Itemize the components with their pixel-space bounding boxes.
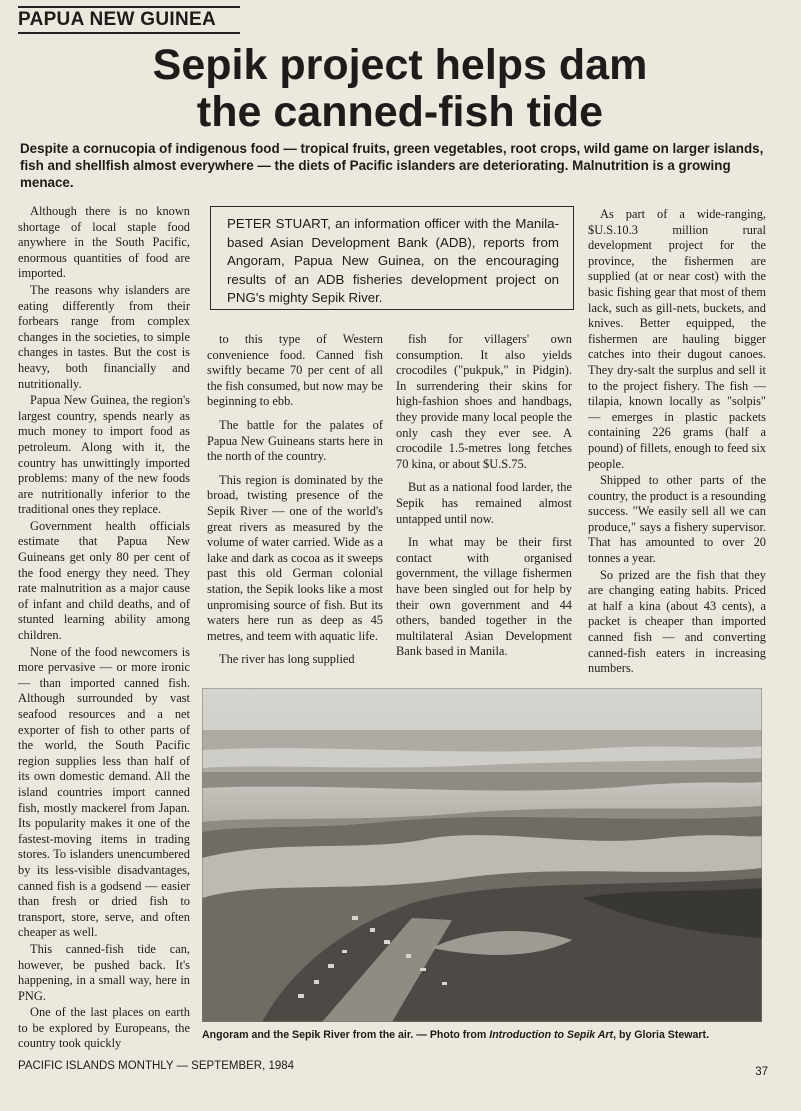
paragraph: The river has long supplied: [219, 652, 355, 667]
standfirst: Despite a cornucopia of indigenous food — tropical fruits, green vegetables, root crops, wild game on larger islands, fish and shellfish almost everywhere — the diets of Pacific islanders are deteriorating. Malnutrition is a growing menace.: [20, 141, 764, 190]
paragraph: Papua New Guinea, the region's largest country, spends nearly as much money to import food as petroleum. Along with it, the country has unwittingly imported problems: many of the new foods are nutritionally inferior to the traditional ones they replace.: [18, 393, 190, 517]
paragraph: The reasons why islanders are eating differently from their forbears range from complex changes in the societies, to simple changes in tastes. But the cost is heavy, both financially and nutritionally.: [18, 282, 190, 391]
column-2: [207, 332, 383, 668]
paragraph: But as a national food larder, the Sepik has remained almost untapped until now.: [396, 480, 572, 526]
paragraph: to this type of Western convenience food. Canned fish swiftly became 70 per cent of all the fish consumed, but now may be beginning to ebb.: [207, 332, 383, 409]
column-4: [588, 207, 766, 677]
paragraph: So prized are the fish that they are changing eating habits. Priced at half a kina (about 43 cents), a packet is cheaper than imported canned fish — and converting canned-fish eaters in increasing numbers.: [588, 567, 766, 676]
section-label: PAPUA NEW GUINEA: [18, 6, 240, 34]
author-callout-box: [210, 206, 574, 310]
paragraph: None of the food newcomers is more pervasive — or more ironic — than imported canned fish. Although surrounded by vast seafood resources and a net exporter of fish to other parts of the world, the South Pacific region supplies less than half of its own domestic demand. All the island countries import canned fish, mostly mackerel from Japan. Its popularity makes it one of the fastest-moving items in trading stores. To islanders unencumbered by its less-visible disadvantages, canned fish is a godsend — easier than fresh or dried fish to transport, store, serve, and often cheaper as well.: [18, 644, 190, 940]
paragraph: As part of a wide-ranging, $U.S.10.3 million rural development project for the province, the fishermen are supplied (at or near cost) with the basic fishing gear that most of them lack, such as gill-nets, buckets, and knives. Better equipped, the fishermen are hauling bigger catches into their dugout canoes. They dry-salt the surplus and sell it to the project fishery. The fish — tilapia, known locally as "solpis" — emerges in plastic packets containing 226 grams (half a pound) of fillets, enough to feed six people.: [588, 207, 766, 471]
column-1: [18, 204, 190, 1052]
paragraph: The battle for the palates of Papua New Guineans starts here in the north of the country.: [207, 417, 383, 464]
headline-line-1: Sepik project helps dam: [152, 41, 648, 89]
caption-credit: , by Gloria Stewart.: [613, 1029, 710, 1041]
photo-caption: [202, 1028, 767, 1042]
paragraph: fish for villagers' own consumption. It also yields crocodiles ("pukpuk," in Pidgin). In surrendering their skins for high-fashion shoes and handbags, they provide many local people the only cash they ever see. A crocodile 1.5-metres long fetches 70 kina, or about $U.S.75.: [396, 332, 572, 471]
column-3: [396, 332, 572, 660]
paragraph: Government health officials estimate that Papua New Guineans get only 80 per cent of the food energy they need. They rate malnutrition as a major cause of infant and child deaths, and of stunted learning ability among children.: [18, 518, 190, 643]
paragraph: This canned-fish tide can, however, be pushed back. It's happening, in a small way, here in PNG.: [18, 941, 190, 1003]
paragraph: Shipped to other parts of the country, the product is a resounding success. "We easily sell all we can produce," says a fishery supervisor. That has amounted to over 20 tonnes a year.: [588, 473, 766, 566]
aerial-photo-illustration: [202, 688, 762, 1022]
caption-book-title: Introduction to Sepik Art: [489, 1029, 614, 1041]
caption-text: Angoram and the Sepik River from the air. — Photo from: [202, 1029, 490, 1041]
page-number: 37: [755, 1066, 768, 1078]
paragraph: One of the last places on earth to be explored by Europeans, the country took quickly: [18, 1005, 190, 1051]
headline: [20, 42, 780, 136]
footer-publication: PACIFIC ISLANDS MONTHLY — SEPTEMBER, 1984: [18, 1060, 295, 1072]
paragraph: This region is dominated by the broad, twisting presence of the Sepik River — one of the world's great rivers as measured by the volume of water carried. Wide as a lake and dark as cocoa as it sweeps past this old German colonial station, the Sepik looks like a most unpromising source of fish. But its waters here run as deep as 45 metres, and teem with aquatic life.: [207, 472, 383, 643]
paragraph: Although there is no known shortage of local staple food anywhere in the South Pacific, enormous quantities of food are imported.: [18, 204, 190, 281]
headline-line-2: the canned-fish tide: [196, 88, 604, 136]
aerial-photo-angoram-sepik-river: [202, 688, 762, 1022]
paragraph: In what may be their first contact with organised government, the village fishermen have been singled out for help by their own government and 44 others, banded together in the multilateral Asian Development Bank based in Manila.: [396, 535, 572, 659]
author-callout-text: PETER STUART, an information officer with the Manila-based Asian Development Bank (ADB), reports from Angoram, Papua New Guinea, on the encouraging results of an ADB fisheries development project on PNG's mighty Sepik River.: [227, 216, 559, 305]
